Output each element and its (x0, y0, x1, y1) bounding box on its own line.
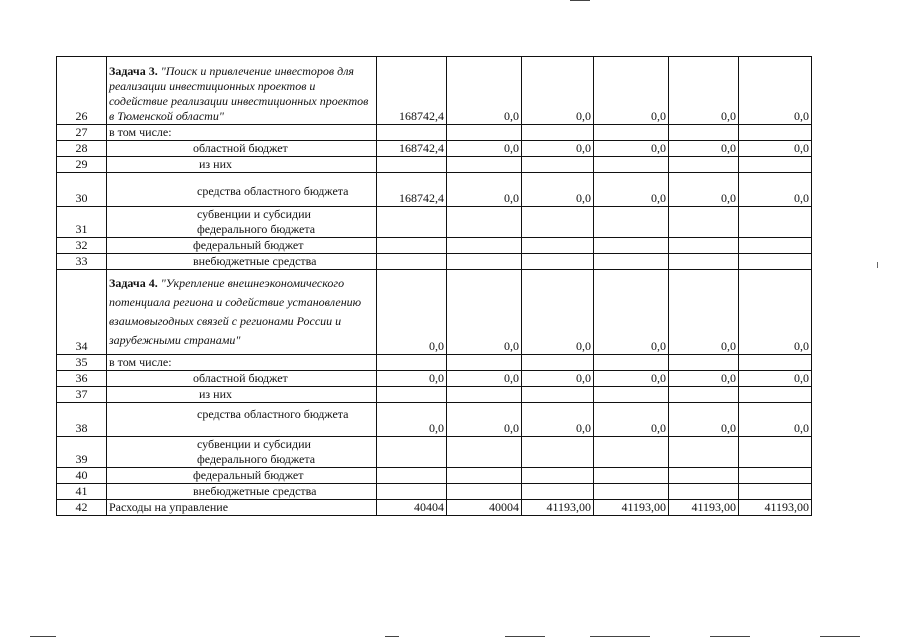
row-label: федеральный бюджет (107, 468, 377, 484)
value-cell (377, 437, 447, 468)
value-cell (522, 207, 594, 238)
value-cell: 0,0 (669, 371, 739, 387)
value-cell: 0,0 (522, 270, 594, 355)
value-cell (447, 355, 522, 371)
value-cell (594, 355, 669, 371)
value-cell (594, 437, 669, 468)
row-number: 29 (57, 157, 107, 173)
row-number: 42 (57, 500, 107, 516)
row-label: в том числе: (107, 125, 377, 141)
scan-mark (820, 636, 860, 637)
value-cell: 0,0 (669, 57, 739, 125)
row-number: 33 (57, 254, 107, 270)
row-label: внебюджетные средства (107, 254, 377, 270)
value-cell: 0,0 (447, 403, 522, 437)
table-row (57, 157, 812, 173)
scan-mark (570, 0, 590, 1)
value-cell: 0,0 (594, 403, 669, 437)
value-cell (669, 254, 739, 270)
value-cell (739, 207, 812, 238)
value-cell: 41193,00 (594, 500, 669, 516)
row-number: 39 (57, 437, 107, 468)
value-cell (669, 484, 739, 500)
value-cell: 41193,00 (739, 500, 812, 516)
value-cell (669, 387, 739, 403)
row-number: 32 (57, 238, 107, 254)
value-cell (594, 468, 669, 484)
value-cell: 0,0 (377, 371, 447, 387)
value-cell (739, 254, 812, 270)
table-row (57, 57, 812, 125)
table-row (57, 371, 812, 387)
table-row (57, 437, 812, 468)
scan-mark (877, 262, 878, 268)
row-number: 31 (57, 207, 107, 238)
value-cell (522, 355, 594, 371)
value-cell (377, 468, 447, 484)
value-cell (377, 207, 447, 238)
value-cell (669, 468, 739, 484)
value-cell: 168742,4 (377, 173, 447, 207)
value-cell: 0,0 (594, 173, 669, 207)
table-row (57, 207, 812, 238)
value-cell: 0,0 (522, 371, 594, 387)
value-cell (739, 238, 812, 254)
value-cell (522, 125, 594, 141)
value-cell (594, 125, 669, 141)
value-cell (447, 207, 522, 238)
value-cell: 0,0 (739, 270, 812, 355)
value-cell (447, 157, 522, 173)
value-cell: 0,0 (739, 57, 812, 125)
value-cell (594, 254, 669, 270)
row-number: 40 (57, 468, 107, 484)
value-cell (739, 157, 812, 173)
scan-mark (385, 636, 399, 637)
value-cell: 0,0 (447, 371, 522, 387)
value-cell (739, 125, 812, 141)
row-label: средства областного бюджета (107, 403, 377, 437)
task-3-title: Задача 3. "Поиск и привлечение инвесторов для реализации инвестиционных проектов и содействие реализации инвестиционных проектов в Тюменской области" (107, 57, 377, 125)
row-label-line-1: субвенции и субсидии (197, 437, 311, 451)
value-cell: 0,0 (669, 403, 739, 437)
value-cell (669, 355, 739, 371)
value-cell (522, 254, 594, 270)
value-cell (739, 468, 812, 484)
scan-mark (590, 636, 650, 637)
row-number: 28 (57, 141, 107, 157)
row-number: 34 (57, 270, 107, 355)
value-cell (522, 157, 594, 173)
value-cell (377, 484, 447, 500)
value-cell (522, 238, 594, 254)
value-cell (447, 387, 522, 403)
value-cell (522, 484, 594, 500)
value-cell: 40004 (447, 500, 522, 516)
row-label (107, 207, 377, 238)
value-cell: 0,0 (594, 371, 669, 387)
table-row (57, 484, 812, 500)
row-number: 37 (57, 387, 107, 403)
value-cell (447, 437, 522, 468)
table-row (57, 403, 812, 437)
value-cell: 0,0 (594, 57, 669, 125)
value-cell (594, 387, 669, 403)
value-cell (739, 484, 812, 500)
value-cell: 0,0 (739, 173, 812, 207)
value-cell: 0,0 (669, 270, 739, 355)
value-cell: 0,0 (522, 57, 594, 125)
value-cell: 168742,4 (377, 141, 447, 157)
value-cell (669, 157, 739, 173)
value-cell: 41193,00 (669, 500, 739, 516)
row-label: из них (107, 387, 377, 403)
value-cell (669, 238, 739, 254)
row-number: 36 (57, 371, 107, 387)
task-4-title: Задача 4. "Укрепление внешнеэкономического потенциала региона и содействие установлению взаимовыгодных связей с регионами России и зарубежными странами" (107, 270, 377, 355)
table-row (57, 270, 812, 355)
value-cell (594, 238, 669, 254)
value-cell: 0,0 (522, 403, 594, 437)
row-label-line-2: федерального бюджета (197, 452, 316, 466)
value-cell (739, 355, 812, 371)
value-cell: 0,0 (447, 141, 522, 157)
row-number: 26 (57, 57, 107, 125)
value-cell: 168742,4 (377, 57, 447, 125)
value-cell (447, 238, 522, 254)
row-label: из них (107, 157, 377, 173)
value-cell: 0,0 (377, 403, 447, 437)
table-row (57, 355, 812, 371)
value-cell (669, 125, 739, 141)
value-cell: 0,0 (739, 403, 812, 437)
value-cell (594, 207, 669, 238)
value-cell: 0,0 (669, 141, 739, 157)
table-row (57, 254, 812, 270)
value-cell: 0,0 (377, 270, 447, 355)
value-cell (377, 125, 447, 141)
value-cell (739, 387, 812, 403)
row-label: областной бюджет (107, 141, 377, 157)
value-cell (377, 157, 447, 173)
scan-mark (710, 636, 750, 637)
row-number: 30 (57, 173, 107, 207)
value-cell: 0,0 (522, 141, 594, 157)
row-label: внебюджетные средства (107, 484, 377, 500)
row-label: федеральный бюджет (107, 238, 377, 254)
row-label-line-1: субвенции и субсидии (197, 207, 311, 221)
row-number: 35 (57, 355, 107, 371)
value-cell (669, 437, 739, 468)
value-cell: 0,0 (739, 371, 812, 387)
value-cell: 0,0 (594, 270, 669, 355)
value-cell: 0,0 (669, 173, 739, 207)
value-cell (377, 254, 447, 270)
value-cell (377, 387, 447, 403)
row-label (107, 437, 377, 468)
budget-table (56, 56, 812, 516)
value-cell (669, 207, 739, 238)
table-row (57, 500, 812, 516)
value-cell: 0,0 (594, 141, 669, 157)
row-label: средства областного бюджета (107, 173, 377, 207)
row-label: в том числе: (107, 355, 377, 371)
value-cell (594, 484, 669, 500)
value-cell: 0,0 (447, 173, 522, 207)
table-row (57, 141, 812, 157)
row-number: 41 (57, 484, 107, 500)
table-row (57, 238, 812, 254)
table-row (57, 387, 812, 403)
row-number: 27 (57, 125, 107, 141)
row-label: областной бюджет (107, 371, 377, 387)
value-cell: 41193,00 (522, 500, 594, 516)
value-cell: 40404 (377, 500, 447, 516)
table-row (57, 125, 812, 141)
value-cell (594, 157, 669, 173)
row-number: 38 (57, 403, 107, 437)
scan-mark (505, 636, 545, 637)
scan-mark (30, 636, 56, 637)
value-cell (522, 437, 594, 468)
table-row (57, 468, 812, 484)
row-label: Расходы на управление (107, 500, 377, 516)
value-cell (447, 125, 522, 141)
value-cell: 0,0 (522, 173, 594, 207)
value-cell (739, 437, 812, 468)
value-cell: 0,0 (447, 270, 522, 355)
value-cell (447, 484, 522, 500)
value-cell (377, 355, 447, 371)
row-label-line-2: федерального бюджета (197, 222, 316, 236)
value-cell: 0,0 (739, 141, 812, 157)
value-cell (522, 468, 594, 484)
value-cell (447, 468, 522, 484)
value-cell: 0,0 (447, 57, 522, 125)
value-cell (377, 238, 447, 254)
value-cell (522, 387, 594, 403)
table-row (57, 173, 812, 207)
value-cell (447, 254, 522, 270)
